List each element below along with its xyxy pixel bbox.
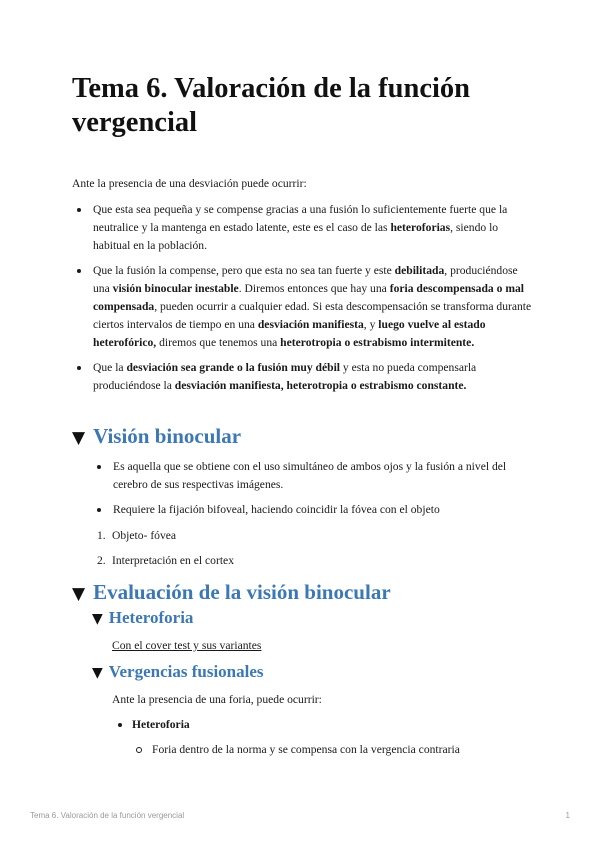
list-item: Foria dentro de la norma y se compensa con la vergencia contraria <box>132 741 532 759</box>
triangle-down-icon[interactable]: ▼ <box>92 611 103 627</box>
list-item: Que la desviación sea grande o la fusión muy débil y esta no pueda compensarla produciéndose la desviación manifiesta, heterotropia o estrabismo constante. <box>72 359 532 395</box>
list-item: 1. Objeto- fóvea <box>92 527 392 545</box>
page-footer <box>30 811 570 823</box>
list-number: 1. <box>97 529 106 542</box>
triangle-down-icon[interactable]: ▼ <box>72 428 86 448</box>
list-item: Que la fusión la compense, pero que esta no sea tan fuerte y este debilitada, produciéndose una visión binocular inestable. Diremos entonces que hay una foria descompensada o mal compensada, pueden ocurrir a cualquier edad. Si esta descompensación se transforma durante ciertos intervalos de tiempo en una desviación manifiesta, y luego vuelve al estado heterofórico, diremos que tenemos una heterotropia o estrabismo intermitente. <box>72 262 532 352</box>
toggle-evaluacion[interactable] <box>72 580 391 605</box>
numbered-list <box>92 527 392 570</box>
triangle-down-icon[interactable]: ▼ <box>92 665 103 681</box>
triangle-down-icon[interactable]: ▼ <box>72 584 86 604</box>
toggle-vergencias-fusionales[interactable] <box>92 662 264 682</box>
list-item: Es aquella que se obtiene con el uso simultáneo de ambos ojos y la fusión a nivel del cerebro de sus respectivas imágenes. <box>92 458 532 494</box>
section-heading: Evaluación de la visión binocular <box>93 580 391 604</box>
list-item: 2. Interpretación en el cortex <box>92 552 392 570</box>
footer-title: Tema 6. Valoración de la función vergencial <box>30 811 185 820</box>
subsection-heading: Heteroforia <box>108 608 194 627</box>
foria-list <box>112 716 532 734</box>
foria-paragraph: Ante la presencia de una foria, puede ocurrir: <box>112 693 322 706</box>
page-title: Tema 6. Valoración de la función vergencial <box>72 73 470 138</box>
intro-paragraph: Ante la presencia de una desviación puede ocurrir: <box>72 177 307 190</box>
subsection-heading: Vergencias fusionales <box>108 662 264 681</box>
vision-binocular-list <box>92 458 532 526</box>
section-heading: Visión binocular <box>93 424 242 448</box>
list-item: Requiere la fijación bifoveal, haciendo coincidir la fóvea con el objeto <box>92 501 532 519</box>
cover-test-link[interactable]: Con el cover test y sus variantes <box>112 639 262 652</box>
foria-sublist <box>132 741 532 759</box>
list-item: Heteroforia <box>112 716 532 734</box>
desviacion-list <box>72 201 532 402</box>
list-number: 2. <box>97 554 106 567</box>
page-number: 1 <box>565 811 570 820</box>
toggle-heteroforia[interactable] <box>92 608 193 628</box>
list-item: Que esta sea pequeña y se compense gracias a una fusión lo suficientemente fuerte que la neutralice y la mantenga en estado latente, este es el caso de las heteroforias, siendo lo habitual en la población. <box>72 201 532 255</box>
toggle-vision-binocular[interactable] <box>72 424 241 449</box>
